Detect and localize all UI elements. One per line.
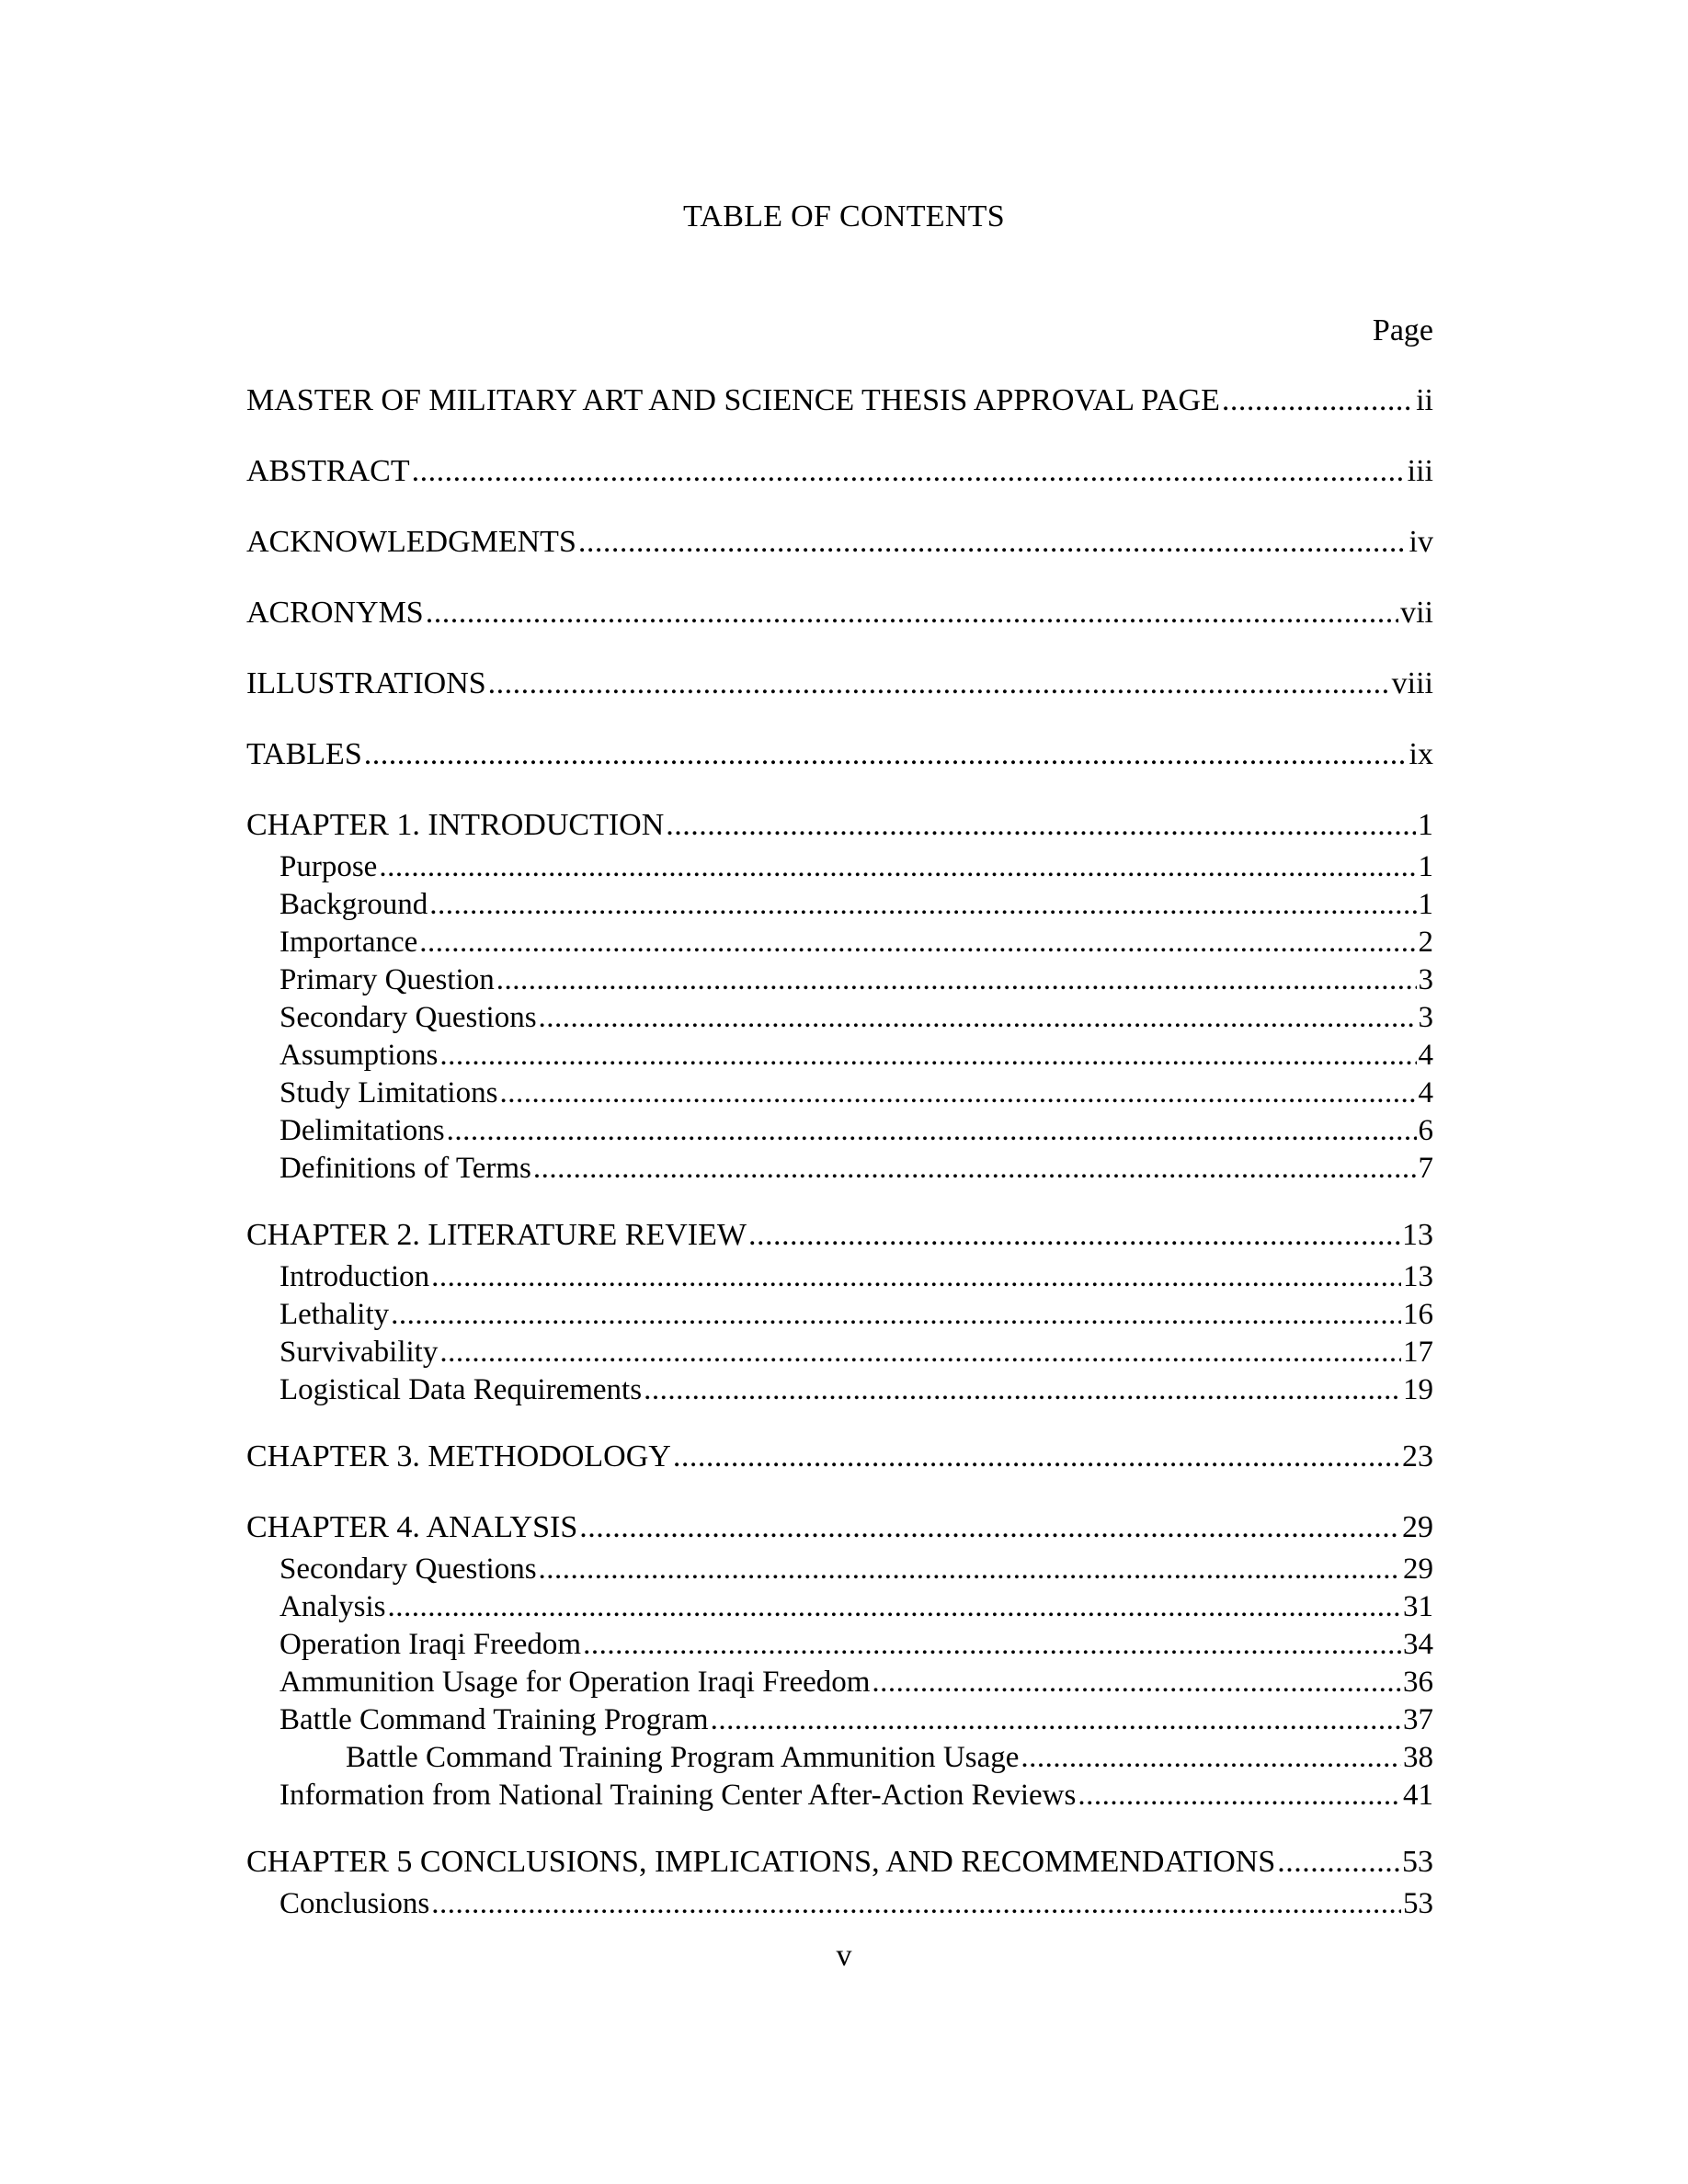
toc-entry-page: 1 [1418,888,1433,921]
toc-subentry-secondary-questions[interactable] [246,1551,1433,1588]
toc-entry-page: 31 [1403,1590,1433,1623]
toc-entry-label: Secondary Questions [279,1553,537,1586]
toc-entry-page: 1 [1418,808,1433,842]
toc-entry-label: Battle Command Training Program [279,1703,709,1736]
toc-entry-page: 34 [1403,1628,1433,1661]
toc-entry-label: ILLUSTRATIONS [246,666,486,700]
dot-leader [539,1551,1401,1588]
dot-leader [539,999,1417,1037]
toc-subentry-definitions-of-terms[interactable] [246,1150,1433,1188]
toc-entry-illustrations[interactable] [246,660,1433,707]
toc-subentry-importance[interactable] [246,924,1433,961]
dot-leader [533,1150,1417,1188]
toc-entry-page: 16 [1403,1298,1433,1331]
toc-entry-page: ii [1416,383,1433,417]
toc-subentry-primary-question[interactable] [246,961,1433,999]
toc-subentry-assumptions[interactable] [246,1037,1433,1075]
footer-page-number: v [836,1939,852,1973]
dot-leader [388,1588,1402,1626]
toc-entry-label: ACRONYMS [246,596,424,630]
toc-entry-tables[interactable] [246,731,1433,778]
dot-leader [1021,1739,1401,1777]
toc-entry-label: Background [279,888,428,921]
toc-entry-chapter-3[interactable] [246,1433,1433,1480]
toc-entry-chapter-5[interactable] [246,1838,1433,1885]
toc-entry-acknowledgments[interactable] [246,518,1433,565]
dot-leader [666,802,1416,848]
toc-entry-page: viii [1391,666,1433,700]
dot-leader [379,848,1416,886]
toc-subentry-background[interactable] [246,886,1433,924]
dot-leader [578,518,1408,565]
toc-entry-page: 53 [1402,1845,1433,1879]
toc-entry-label: Conclusions [279,1887,430,1920]
dot-leader [364,731,1408,778]
toc-entry-label: CHAPTER 1. INTRODUCTION [246,808,665,842]
dot-leader [1078,1777,1401,1814]
toc-entry-page: 29 [1402,1510,1433,1544]
dot-leader [579,1504,1400,1551]
toc-entry-label: Lethality [279,1298,390,1331]
toc-subentry-introduction[interactable] [246,1258,1433,1296]
toc-entry-page: 2 [1418,926,1433,959]
toc-entry-label: CHAPTER 3. METHODOLOGY [246,1439,671,1473]
dot-leader [872,1664,1401,1701]
toc-entry-page: vii [1400,596,1433,630]
toc-entry-label: Primary Question [279,963,495,996]
toc-subentry-ntc-after-action-reviews[interactable] [246,1777,1433,1814]
toc-entry-label: Battle Command Training Program Ammunition Usage [346,1741,1020,1774]
toc-entry-abstract[interactable] [246,448,1433,495]
dot-leader [583,1626,1401,1664]
toc-entry-page: 3 [1418,963,1433,996]
toc-entry-label: Delimitations [279,1114,445,1147]
toc-entry-label: CHAPTER 4. ANALYSIS [246,1510,578,1544]
toc-entry-chapter-1[interactable] [246,802,1433,848]
toc-entry-label: Purpose [279,850,378,883]
toc-subentry-conclusions[interactable] [246,1885,1433,1923]
toc-entry-label: CHAPTER 5 CONCLUSIONS, IMPLICATIONS, AND RECOMMENDATIONS [246,1845,1276,1879]
toc-entry-label: Definitions of Terms [279,1152,531,1185]
dot-leader [711,1701,1401,1739]
toc-entry-label: TABLES [246,737,362,771]
toc-entry-page: 3 [1418,1001,1433,1034]
toc-entry-page: 4 [1418,1076,1433,1109]
dot-leader [412,448,1406,495]
toc-entry-label: Operation Iraqi Freedom [279,1628,582,1661]
page-title: TABLE OF CONTENTS [683,199,1005,233]
toc-entry-label: Logistical Data Requirements [279,1373,643,1406]
toc-entry-label: ACKNOWLEDGMENTS [246,525,576,559]
toc-entry-page: 6 [1418,1114,1433,1147]
toc-subentry-analysis[interactable] [246,1588,1433,1626]
toc-entry-label: Assumptions [279,1039,439,1072]
toc-entry-label: Secondary Questions [279,1001,537,1034]
toc-entry-page: 41 [1403,1779,1433,1812]
toc-entry-page: 17 [1403,1336,1433,1369]
toc-subentry-logistical-data-requirements[interactable] [246,1371,1433,1409]
toc-entry-page: 13 [1402,1218,1433,1252]
toc-entry-label: Information from National Training Center After-Action Reviews [279,1779,1077,1812]
dot-leader [429,886,1416,924]
toc-entry-label: MASTER OF MILITARY ART AND SCIENCE THESIS APPROVAL PAGE [246,383,1220,417]
toc-entry-page: 13 [1403,1260,1433,1293]
dot-leader [431,1885,1401,1923]
toc-subentry-bctp[interactable] [246,1701,1433,1739]
dot-leader [748,1211,1400,1258]
toc-subentry-purpose[interactable] [246,848,1433,886]
toc-entry-page: ix [1409,737,1433,771]
toc-subentry-secondary-questions[interactable] [246,999,1433,1037]
toc-entry-page: 19 [1403,1373,1433,1406]
toc-entry-label: Importance [279,926,418,959]
toc-entry-label: Survivability [279,1336,439,1369]
toc-subentry-ammunition-usage-oif[interactable] [246,1664,1433,1701]
dot-leader [499,1075,1416,1112]
dot-leader [419,924,1416,961]
table-of-contents [246,377,1433,1923]
toc-entry-page: iv [1409,525,1433,559]
toc-entry-approval-page[interactable] [246,377,1433,424]
dot-leader [1222,377,1414,424]
toc-entry-page: 4 [1418,1039,1433,1072]
toc-entry-label: ABSTRACT [246,454,410,488]
toc-entry-page: iii [1407,454,1433,488]
toc-entry-page: 36 [1403,1666,1433,1699]
dot-leader [673,1433,1400,1480]
toc-entry-page: 53 [1403,1887,1433,1920]
toc-entry-chapter-4[interactable] [246,1504,1433,1551]
toc-subentry-survivability[interactable] [246,1334,1433,1371]
toc-subentry-delimitations[interactable] [246,1112,1433,1150]
dot-leader [391,1296,1401,1334]
toc-entry-label: Introduction [279,1260,430,1293]
toc-entry-page: 7 [1418,1152,1433,1185]
dot-leader [439,1334,1401,1371]
toc-subentry-study-limitations[interactable] [246,1075,1433,1112]
dot-leader [439,1037,1416,1075]
toc-entry-page: 38 [1403,1741,1433,1774]
dot-leader [488,660,1390,707]
toc-entry-chapter-2[interactable] [246,1211,1433,1258]
dot-leader [1277,1838,1400,1885]
toc-subsubentry-bctp-ammunition-usage[interactable] [246,1739,1433,1777]
dot-leader [431,1258,1401,1296]
toc-entry-page: 29 [1403,1553,1433,1586]
toc-entry-label: Analysis [279,1590,386,1623]
dot-leader [426,589,1398,636]
page-column-header: Page [1372,313,1433,347]
toc-subentry-operation-iraqi-freedom[interactable] [246,1626,1433,1664]
dot-leader [644,1371,1401,1409]
toc-subentry-lethality[interactable] [246,1296,1433,1334]
toc-entry-label: Ammunition Usage for Operation Iraqi Freedom [279,1666,871,1699]
dot-leader [496,961,1417,999]
toc-entry-page: 37 [1403,1703,1433,1736]
toc-entry-acronyms[interactable] [246,589,1433,636]
dot-leader [447,1112,1417,1150]
toc-entry-page: 23 [1402,1439,1433,1473]
toc-entry-label: CHAPTER 2. LITERATURE REVIEW [246,1218,747,1252]
toc-entry-label: Study Limitations [279,1076,498,1109]
toc-entry-page: 1 [1418,850,1433,883]
